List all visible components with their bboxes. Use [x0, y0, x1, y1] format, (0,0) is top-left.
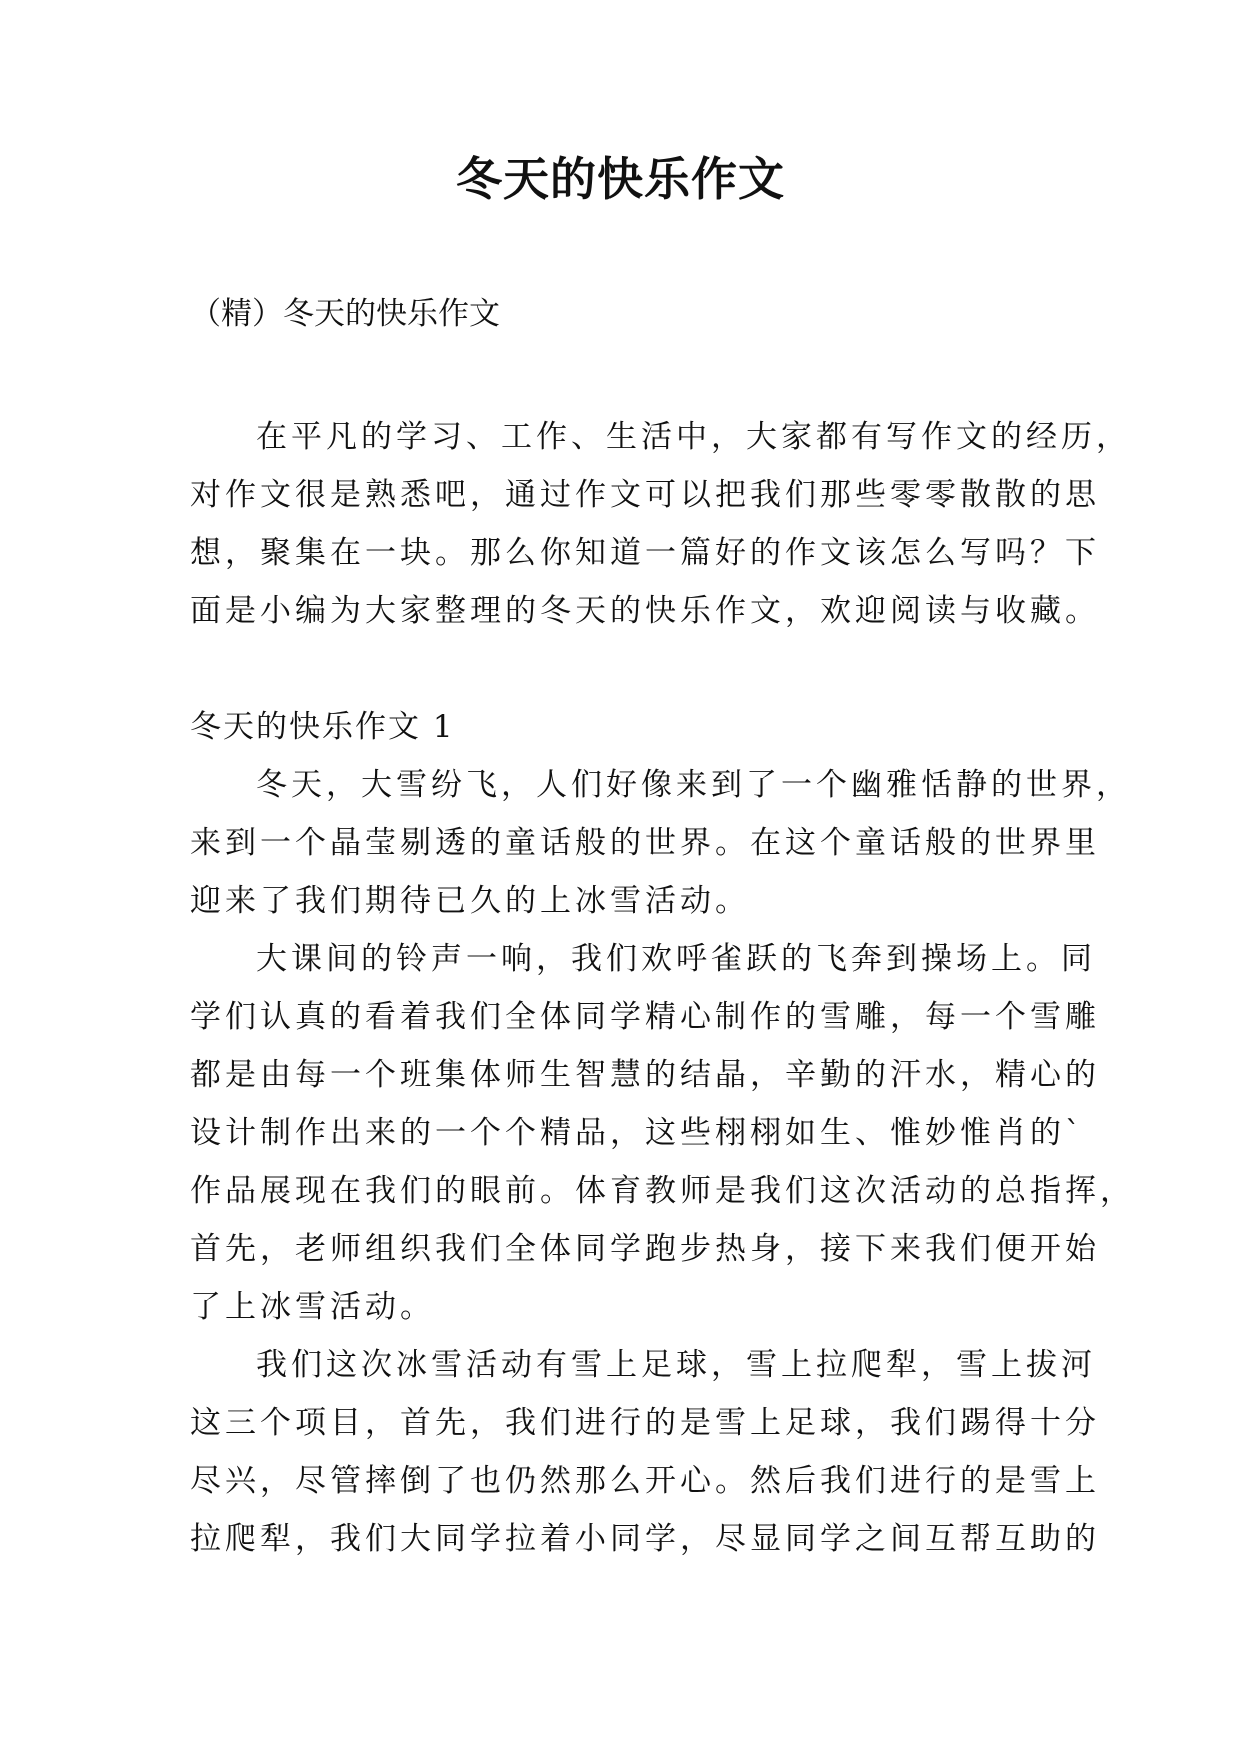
- paragraph-line: 都是由每一个班集体师生智慧的结晶，辛勤的汗水，精心的: [190, 1057, 1100, 1093]
- paragraph-line: 了上冰雪活动。: [190, 1289, 435, 1325]
- paragraph-line: 迎来了我们期待已久的上冰雪活动。: [190, 883, 750, 919]
- paragraph-line: 设计制作出来的一个个精品，这些栩栩如生、惟妙惟肖的`: [190, 1115, 1085, 1151]
- paragraph-3: [190, 1336, 1100, 1568]
- intro-line: 在平凡的学习、工作、生活中，大家都有写作文的经历，: [256, 419, 1131, 455]
- intro-line: 对作文很是熟悉吧，通过作文可以把我们那些零零散散的思: [190, 477, 1100, 513]
- paragraph-line: 这三个项目，首先，我们进行的是雪上足球，我们踢得十分: [190, 1405, 1100, 1441]
- paragraph-line: 拉爬犁，我们大同学拉着小同学，尽显同学之间互帮互助的: [190, 1521, 1100, 1557]
- intro-paragraph: [190, 408, 1131, 640]
- paragraph-line: 来到一个晶莹剔透的童话般的世界。在这个童话般的世界里: [190, 825, 1100, 861]
- paragraph-1: [190, 756, 1131, 930]
- paragraph-line: 尽兴，尽管摔倒了也仍然那么开心。然后我们进行的是雪上: [190, 1463, 1100, 1499]
- intro-line: 面是小编为大家整理的冬天的快乐作文，欢迎阅读与收藏。: [190, 593, 1100, 629]
- section-heading: 冬天的快乐作文 1: [190, 709, 455, 745]
- document-subtitle: （精）冬天的快乐作文: [190, 296, 500, 332]
- paragraph-line: 冬天，大雪纷飞，人们好像来到了一个幽雅恬静的世界，: [256, 767, 1131, 803]
- paragraph-line: 首先，老师组织我们全体同学跑步热身，接下来我们便开始: [190, 1231, 1100, 1267]
- paragraph-2: [190, 930, 1135, 1336]
- paragraph-line: 我们这次冰雪活动有雪上足球，雪上拉爬犁，雪上拔河: [256, 1347, 1096, 1383]
- paragraph-line: 大课间的铃声一响，我们欢呼雀跃的飞奔到操场上。同: [256, 941, 1096, 977]
- document-title: 冬天的快乐作文: [456, 152, 785, 206]
- paragraph-line: 作品展现在我们的眼前。体育教师是我们这次活动的总指挥，: [190, 1173, 1135, 1209]
- paragraph-line: 学们认真的看着我们全体同学精心制作的雪雕，每一个雪雕: [190, 999, 1100, 1035]
- intro-line: 想，聚集在一块。那么你知道一篇好的作文该怎么写吗？下: [190, 535, 1100, 571]
